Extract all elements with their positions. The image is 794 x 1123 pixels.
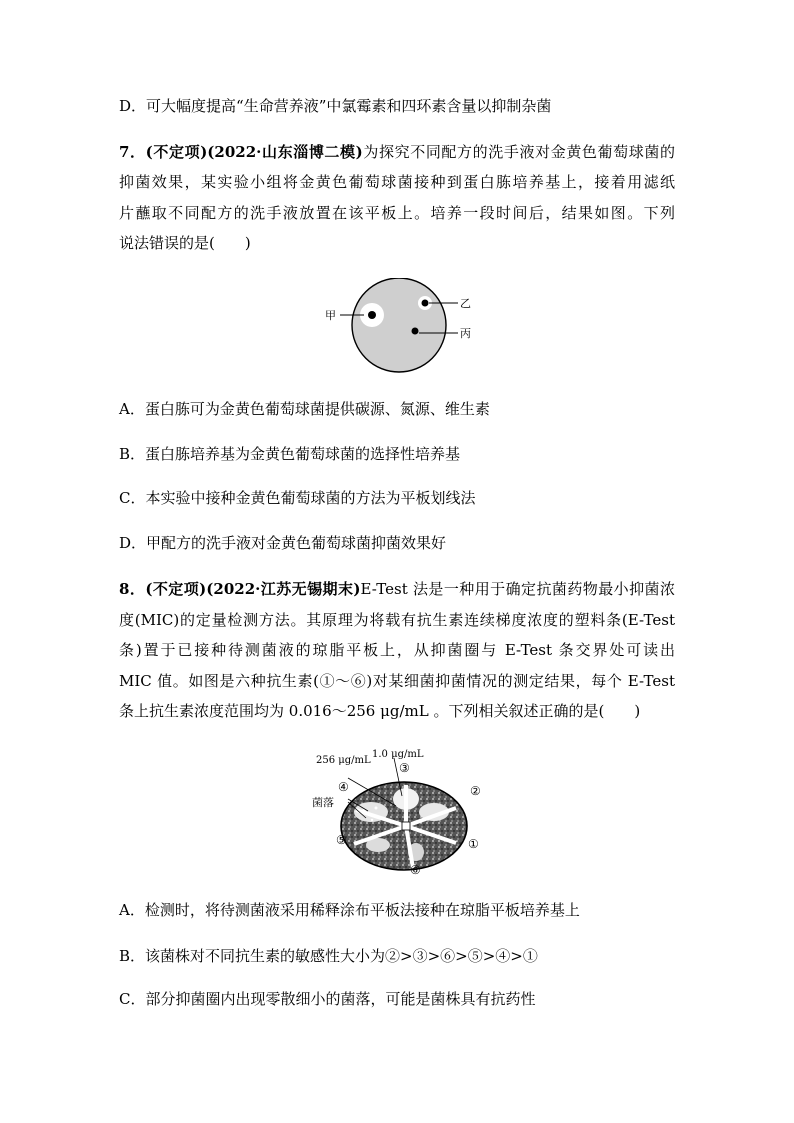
q8-option-b: B．该菌株对不同抗生素的敏感性大小为②>③>⑥>⑤>④>① (119, 947, 538, 965)
q7-stem-line-3: 片蘸取不同配方的洗手液放置在该平板上。培养一段时间后，结果如图。下列 (119, 204, 675, 222)
q7-option-b: B．蛋白胨培养基为金黄色葡萄球菌的选择性培养基 (119, 445, 461, 463)
q8-stem-line-1 (119, 579, 675, 599)
q8-option-a: A．检测时，将待测菌液采用稀释涂布平板法接种在琼脂平板培养基上 (119, 901, 580, 919)
label-yi: 乙 (460, 297, 471, 310)
label-antibiotic-5: ⑤ (336, 833, 347, 847)
q8-stem-line-5: 条上抗生素浓度范围均为 0.016～256 μg/mL 。下列相关叙述正确的是( ) (119, 702, 641, 720)
plate-center (402, 822, 410, 830)
label-colony: 菌落 (312, 796, 334, 809)
label-1-ugml: 1.0 μg/mL (372, 749, 424, 760)
q7-stem-line-2: 抑菌效果，某实验小组将金黄色葡萄球菌接种到蛋白胨培养基上，接着用滤纸 (119, 173, 675, 191)
q7-number: 7． (119, 143, 146, 161)
q8-stem-line-4: MIC 值。如图是六种抗生素(①～⑥)对某细菌抑菌情况的测定结果，每个 E-Test (119, 672, 675, 690)
q7-option-a: A．蛋白胨可为金黄色葡萄球菌提供碳源、氮源、维生素 (119, 400, 490, 418)
q8-etest-plate-figure (306, 744, 498, 878)
label-antibiotic-4: ④ (338, 780, 349, 794)
q8-stem-text-1: E-Test 法是一种用于确定抗菌药物最小抑菌浓 (360, 580, 675, 598)
label-antibiotic-3: ③ (399, 761, 410, 775)
q8-stem-line-3: 条)置于已接种待测菌液的琼脂平板上，从抑菌圈与 E-Test 条交界处可读出 (119, 641, 675, 659)
q8-stem-line-2: 度(MIC)的定量检测方法。其原理为将载有抗生素连续梯度浓度的塑料条(E-Test (119, 611, 675, 629)
q7-stem-text-1: 为探究不同配方的洗手液对金黄色葡萄球菌的 (362, 143, 675, 161)
q7-stem-line-4: 说法错误的是( ) (119, 234, 251, 252)
q7-option-d: D．甲配方的洗手液对金黄色葡萄球菌抑菌效果好 (119, 534, 447, 552)
filter-paper-bing (412, 328, 419, 335)
q7-tag: (不定项)(2022·山东淄博二模) (145, 143, 363, 161)
q7-option-c: C．本实验中接种金黄色葡萄球菌的方法为平板划线法 (119, 489, 476, 507)
filter-paper-yi (422, 300, 429, 307)
q8-number: 8． (119, 580, 146, 598)
label-256-ugml: 256 μg/mL (316, 755, 371, 766)
q8-tag: (不定项)(2022·江苏无锡期末) (145, 580, 361, 598)
q7-petri-dish-figure (320, 278, 480, 376)
label-antibiotic-6: ⑥ (410, 863, 421, 877)
label-antibiotic-2: ② (470, 784, 481, 798)
q7-stem-line-1 (119, 142, 675, 162)
filter-paper-jia (368, 311, 376, 319)
q8-option-c: C．部分抑菌圈内出现零散细小的菌落，可能是菌株具有抗药性 (119, 990, 536, 1008)
q6-option-d: D．可大幅度提高“生命营养液”中氯霉素和四环素含量以抑制杂菌 (119, 97, 552, 115)
label-bing: 丙 (460, 327, 471, 340)
label-jia: 甲 (325, 309, 336, 322)
label-antibiotic-1: ① (468, 837, 479, 851)
